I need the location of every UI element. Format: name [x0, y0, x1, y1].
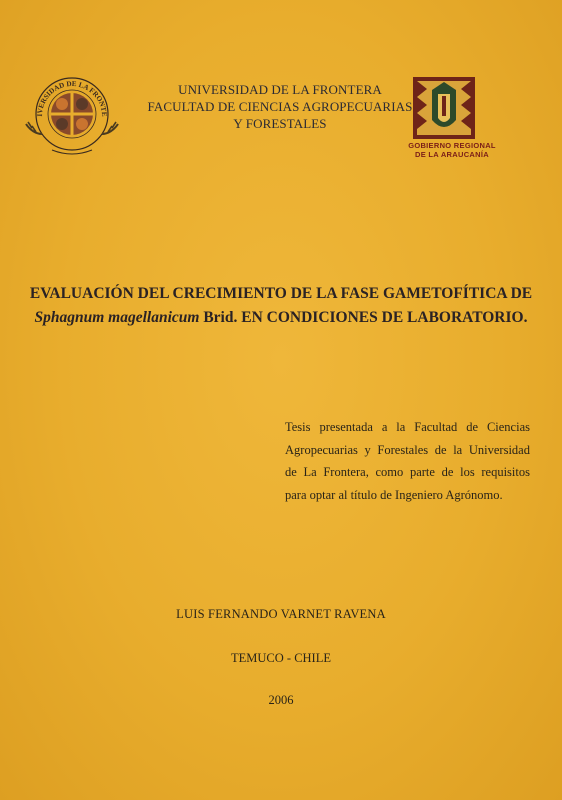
title-line-2 — [20, 306, 542, 330]
faculty-name: FACULTAD DE CIENCIAS AGROPECUARIAS — [147, 99, 413, 114]
caption-line-1: GOBIERNO REGIONAL — [408, 141, 496, 150]
statement-word: y — [364, 442, 371, 457]
statement-line-2 — [285, 439, 530, 462]
statement-word: parte — [409, 465, 435, 479]
statement-line-3 — [285, 461, 530, 484]
statement-word: Ciencias — [486, 420, 530, 434]
statement-word: Forestales — [377, 442, 429, 457]
title-line-2-rest: Brid. EN CONDICIONES DE LABORATORIO. — [199, 309, 528, 326]
statement-word: de — [285, 465, 297, 479]
faculty-name-continued: Y FORESTALES — [233, 116, 327, 131]
statement-word: de — [441, 465, 454, 479]
statement-word: los — [460, 465, 475, 479]
statement-line-1 — [285, 416, 530, 439]
statement-word: la — [453, 442, 463, 457]
statement-word: de — [466, 420, 479, 434]
year: 2006 — [268, 693, 294, 707]
statement-word: como — [375, 465, 404, 479]
caption-line-2: DE LA ARAUCANÍA — [415, 149, 489, 159]
statement-word: presentada — [319, 420, 373, 434]
statement-word: Tesis — [285, 420, 311, 434]
university-name: UNIVERSIDAD DE LA FRONTERA — [178, 82, 382, 97]
species-name: Sphagnum magellanicum — [34, 309, 200, 326]
statement-word: La — [303, 465, 317, 479]
institution-header — [100, 81, 460, 132]
regional-government-caption — [392, 142, 512, 159]
thesis-title — [20, 282, 542, 330]
statement-word: a — [381, 420, 388, 434]
author-name: LUIS FERNANDO VARNET RAVENA — [176, 607, 386, 621]
statement-line-4: para optar al título de Ingeniero Agrónomo. — [285, 487, 503, 502]
statement-word: Agropecuarias — [285, 442, 358, 457]
statement-word: Frontera, — [323, 465, 369, 479]
statement-word: Facultad — [414, 420, 458, 434]
statement-word: de — [434, 442, 447, 457]
statement-word: Universidad — [468, 442, 530, 457]
city-country: TEMUCO - CHILE — [231, 651, 331, 665]
statement-word: la — [396, 420, 406, 434]
araucania-government-emblem-icon — [412, 76, 476, 146]
title-line-1: EVALUACIÓN DEL CRECIMIENTO DE LA FASE GAMETOFÍTICA DE — [29, 285, 533, 302]
thesis-statement — [285, 416, 530, 506]
statement-word: requisitos — [481, 465, 530, 479]
seal-arc-text: IVERSIDAD DE LA FRONTE — [35, 79, 109, 117]
